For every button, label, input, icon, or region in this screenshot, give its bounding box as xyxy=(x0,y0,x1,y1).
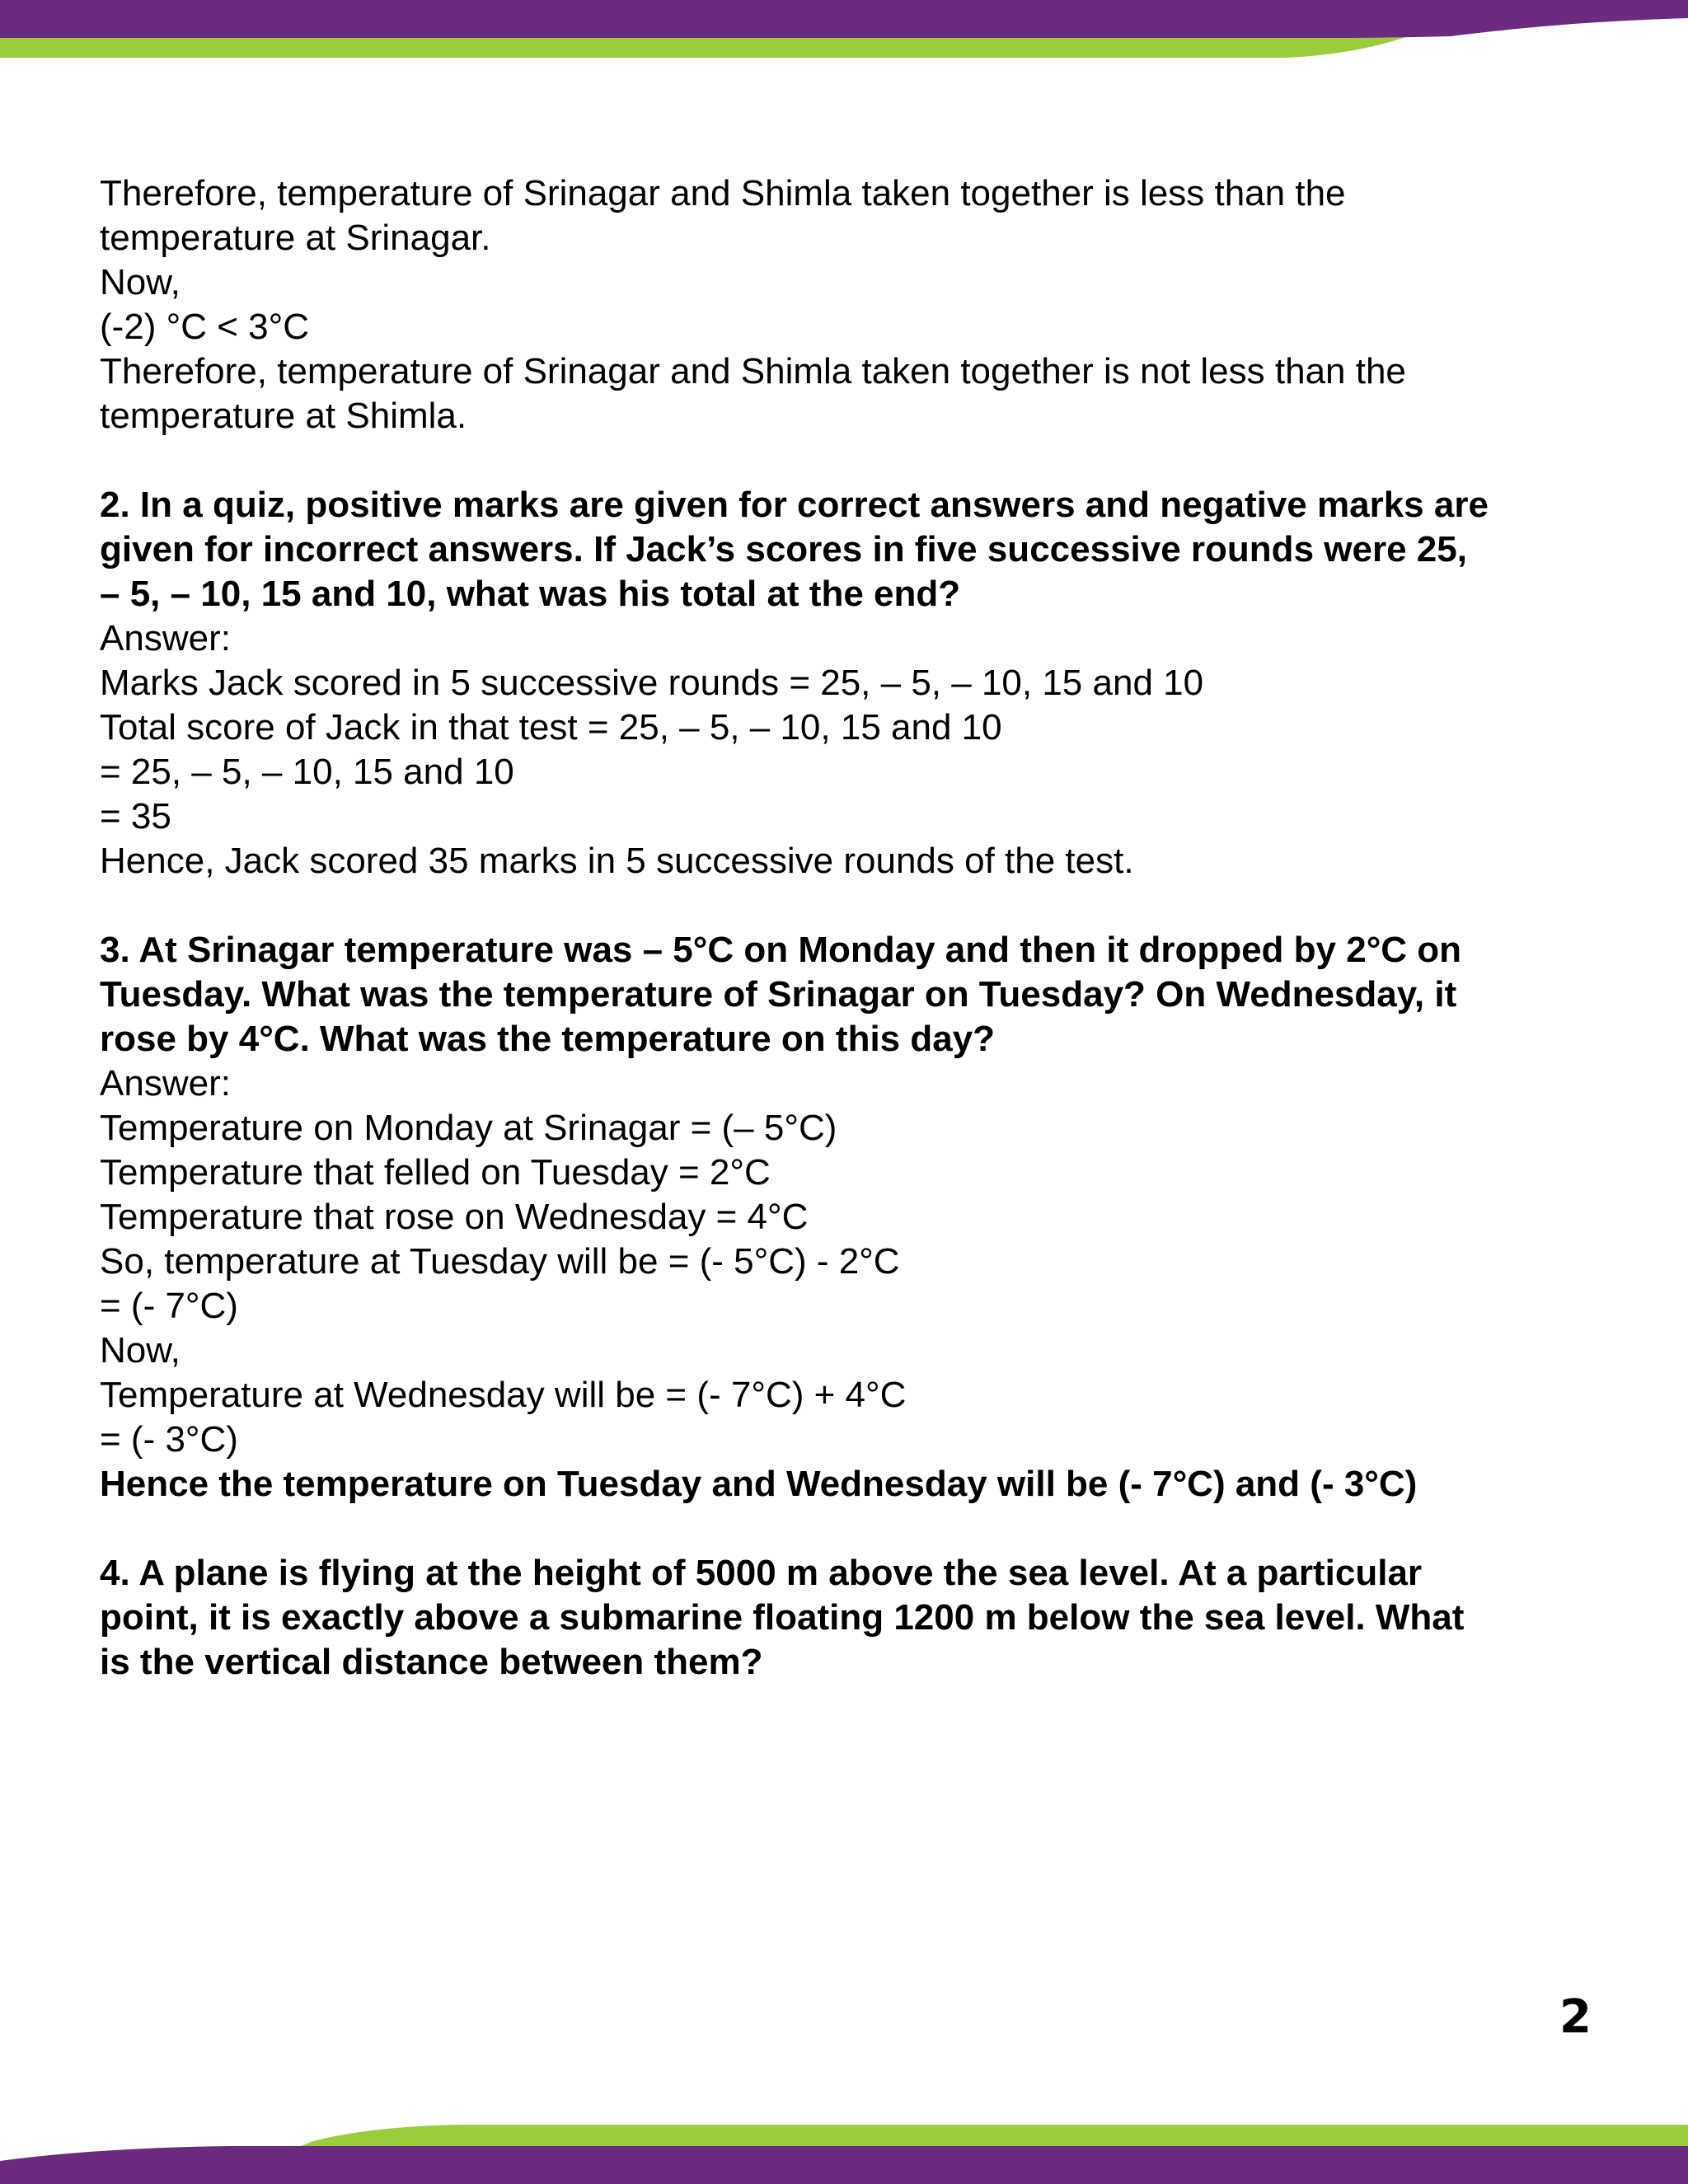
text-line: Temperature at Wednesday will be = (- 7°C) + 4°C xyxy=(100,1375,907,1415)
text-line: = (- 7°C) xyxy=(100,1286,238,1326)
text-line: Therefore, temperature of Srinagar and Shimla taken together is not less than the xyxy=(100,351,1406,391)
bottom-decorative-band xyxy=(0,2118,1688,2184)
question-line: 3. At Srinagar temperature was – 5°C on Monday and then it dropped by 2°C on xyxy=(100,930,1462,970)
question-line: Tuesday. What was the temperature of Srinagar on Tuesday? On Wednesday, it xyxy=(100,974,1457,1015)
text-line: Hence, Jack scored 35 marks in 5 successive rounds of the test. xyxy=(100,841,1134,881)
text-line: temperature at Shimla. xyxy=(100,396,467,436)
question-line: 2. In a quiz, positive marks are given for correct answers and negative marks are xyxy=(100,485,1489,525)
text-line: Temperature that felled on Tuesday = 2°C xyxy=(100,1152,771,1193)
text-line: Now, xyxy=(100,1330,181,1371)
text-line: Answer: xyxy=(100,618,231,658)
question-line: 4. A plane is flying at the height of 5000 m above the sea level. At a particular xyxy=(100,1553,1423,1593)
question-line: is the vertical distance between them? xyxy=(100,1642,763,1682)
document-body xyxy=(100,171,1608,1685)
top-decorative-band xyxy=(0,0,1688,62)
text-line: So, temperature at Tuesday will be = (- 5°C) - 2°C xyxy=(100,1241,900,1282)
question-line: Hence the temperature on Tuesday and Wednesday will be (- 7°C) and (- 3°C) xyxy=(100,1464,1418,1504)
text-line: Temperature that rose on Wednesday = 4°C xyxy=(100,1197,809,1237)
text-line: temperature at Srinagar. xyxy=(100,218,491,258)
text-line: = (- 3°C) xyxy=(100,1419,238,1460)
text-line: = 25, – 5, – 10, 15 and 10 xyxy=(100,752,514,792)
text-line: Total score of Jack in that test = 25, – 5, – 10, 15 and 10 xyxy=(100,707,1002,748)
text-line: (-2) °C < 3°C xyxy=(100,307,310,347)
paragraph-gap xyxy=(100,438,1608,483)
paragraph-gap xyxy=(100,1507,1608,1551)
text-line: Therefore, temperature of Srinagar and Shimla taken together is less than the xyxy=(100,173,1346,213)
question-line: given for incorrect answers. If Jack’s scores in five successive rounds were 25, xyxy=(100,529,1467,569)
text-line: Marks Jack scored in 5 successive rounds = 25, – 5, – 10, 15 and 10 xyxy=(100,663,1204,703)
page-number: 2 xyxy=(1559,1990,1592,2044)
text-line: Now, xyxy=(100,262,181,302)
text-line: = 35 xyxy=(100,796,171,837)
paragraph-gap xyxy=(100,883,1608,928)
text-line: Temperature on Monday at Srinagar = (– 5°C) xyxy=(100,1108,837,1148)
question-line: point, it is exactly above a submarine floating 1200 m below the sea level. What xyxy=(100,1597,1465,1638)
question-line: – 5, – 10, 15 and 10, what was his total at the end? xyxy=(100,574,961,614)
question-line: rose by 4°C. What was the temperature on this day? xyxy=(100,1019,996,1059)
text-line: Answer: xyxy=(100,1063,231,1104)
